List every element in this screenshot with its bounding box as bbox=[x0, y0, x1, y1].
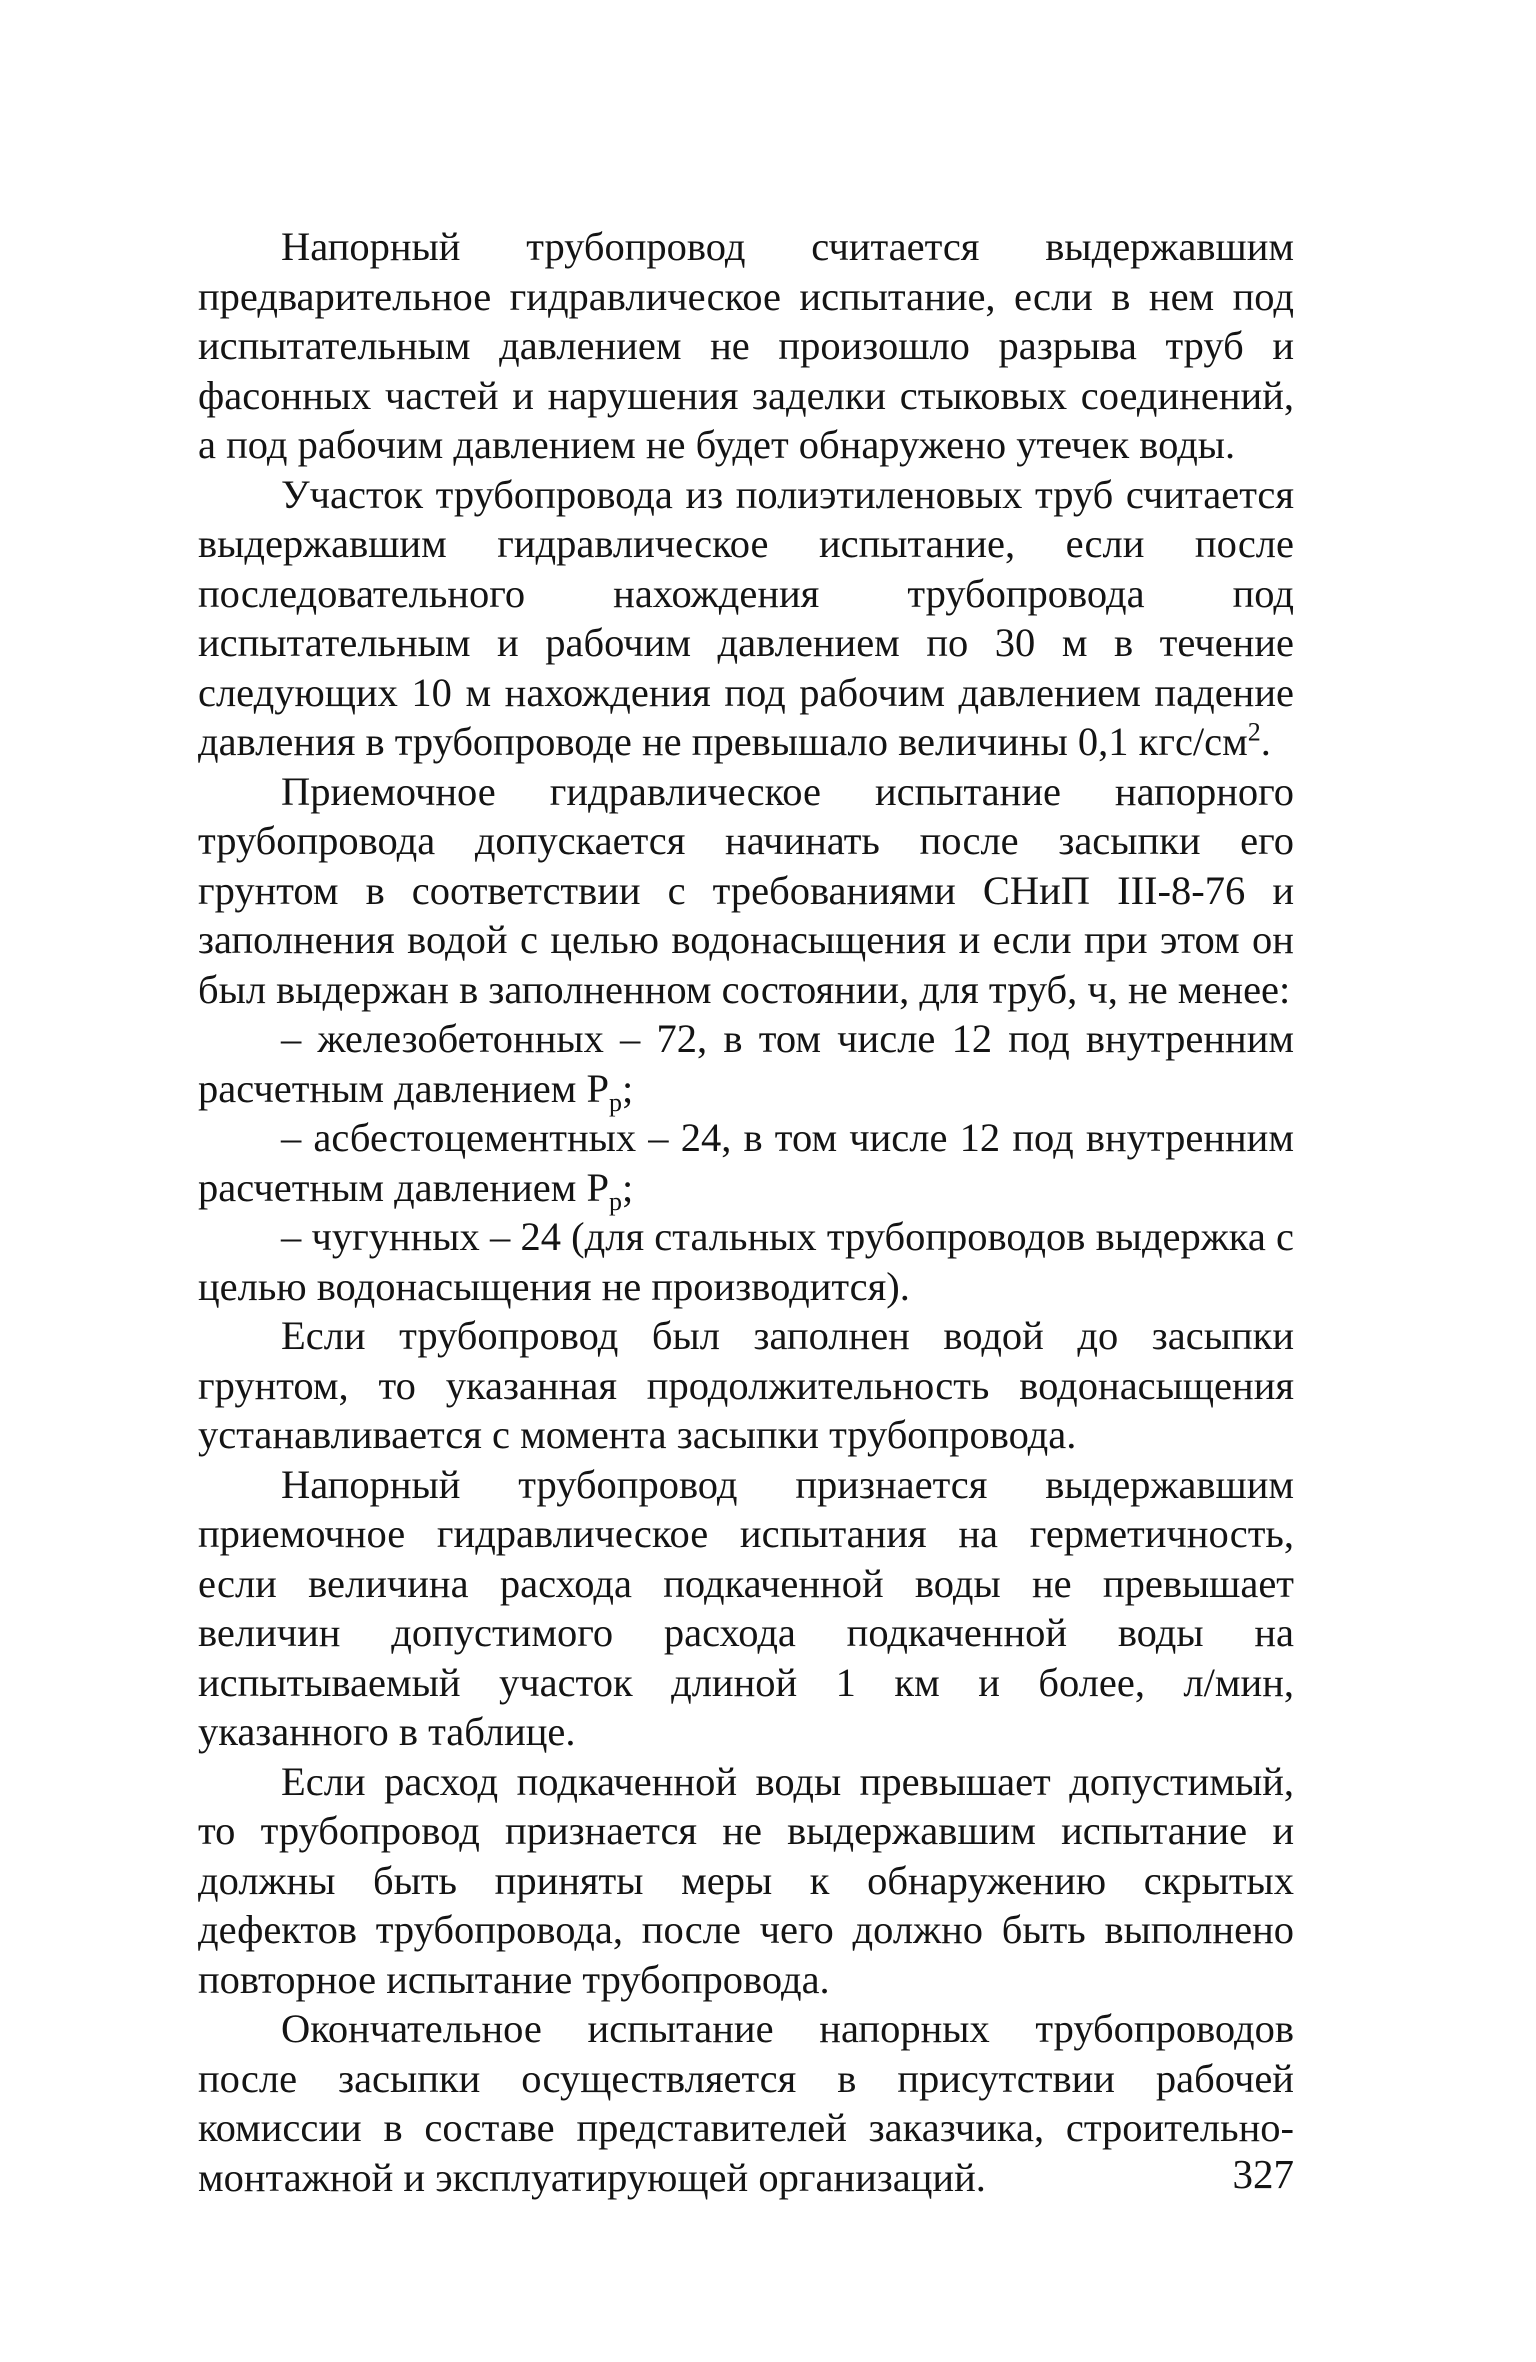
list-item-cast-iron bbox=[198, 1212, 1294, 1311]
paragraph-text: Приемочное гидравлическое испытание напорного трубопровода допускается начинать после засыпки его грунтом в соответствии с требованиями СНиП III-8-76 и заполнения водой с целью водонасыщения и если при этом он был выдержан в заполненном состоянии, для труб, ч, не менее: bbox=[198, 768, 1294, 1012]
paragraph-text: Окончательное испытание напорных трубопроводов после засыпки осуществляется в присутствии рабочей комиссии в составе представителей заказчика, строительно-монтажной и эксплуатирующей организаций. bbox=[198, 2006, 1294, 2200]
superscript: 2 bbox=[1247, 717, 1261, 747]
paragraph-text: Если трубопровод был заполнен водой до засыпки грунтом, то указанная продолжительность водонасыщения устанавливается с момента засыпки трубопровода. bbox=[198, 1313, 1294, 1457]
paragraph-text: Напорный трубопровод признается выдержавшим приемочное гидравлическое испытания на герметичность, если величина расхода подкаченной воды не превышает величин допустимого расхода подкаченной воды на испытываемый участок длиной 1 км и более, л/мин, указанного в таблице. bbox=[198, 1461, 1294, 1754]
paragraph-text: Напорный трубопровод считается выдержавшим предварительное гидравлическое испытание, если в нем под испытательным давлением не произошло разрыва труб и фасонных частей и нарушения заделки стыковых соединений, а под рабочим давлением не будет обнаружено утечек воды. bbox=[198, 224, 1294, 467]
paragraph-10 bbox=[198, 2004, 1294, 2202]
list-item-asbestos-cement bbox=[198, 1113, 1294, 1216]
page-number: 327 bbox=[1232, 2151, 1294, 2197]
paragraph-text: Если расход подкаченной воды превышает допустимый, то трубопровод признается не выдержавшим испытание и должны быть приняты меры к обнаружению скрытых дефектов трубопровода, после чего должно быть выполнено повторное испытание трубопровода. bbox=[198, 1758, 1294, 2002]
list-item-text: – чугунных – 24 (для стальных трубопроводов выдержка с целью водонасыщения не производится). bbox=[198, 1214, 1294, 1309]
subscript: р bbox=[609, 1087, 623, 1117]
list-item-text: – асбестоцементных – 24, в том числе 12 под внутренним расчетным давлением Р bbox=[198, 1115, 1294, 1210]
paragraph-1 bbox=[198, 222, 1294, 470]
paragraph-text: Участок трубопровода из полиэтиленовых труб считается выдержавшим гидравлическое испытание, если после последовательного нахождения трубопровода под испытательным и рабочим давлением по 30 м в течение следующих 10 м нахождения под рабочим давлением падение давления в трубопроводе не превышало величины 0,1 кгс/см bbox=[198, 471, 1294, 764]
list-item-tail: ; bbox=[622, 1065, 634, 1111]
paragraph-3 bbox=[198, 767, 1294, 1015]
paragraph-8 bbox=[198, 1460, 1294, 1757]
list-item-text: – железобетонных – 72, в том числе 12 под внутренним расчетным давлением Р bbox=[198, 1016, 1294, 1111]
paragraph-9 bbox=[198, 1757, 1294, 2005]
paragraph-7 bbox=[198, 1311, 1294, 1460]
paragraph-2 bbox=[198, 470, 1294, 767]
list-item-tail: ; bbox=[622, 1164, 634, 1210]
paragraph-tail: . bbox=[1260, 719, 1271, 764]
subscript: р bbox=[609, 1186, 623, 1216]
list-item-reinforced-concrete bbox=[198, 1014, 1294, 1117]
body-text bbox=[198, 222, 1294, 2202]
